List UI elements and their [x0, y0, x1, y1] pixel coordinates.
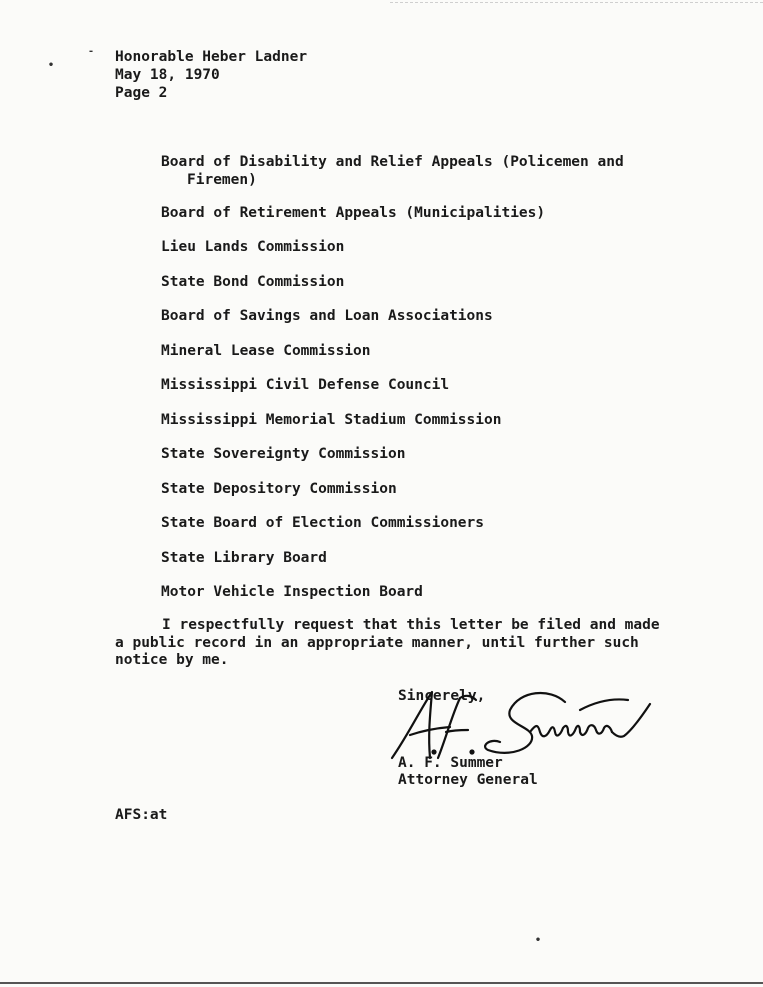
salutation: Sincerely, — [398, 688, 486, 704]
list-item: State Board of Election Commissioners — [161, 515, 485, 531]
list-item: State Bond Commission — [161, 274, 345, 290]
scan-mark: • — [48, 60, 55, 71]
signer-title: Attorney General — [398, 772, 538, 788]
list-item: State Library Board — [161, 550, 327, 566]
list-item: Mississippi Memorial Stadium Commission — [161, 412, 502, 428]
board-name: Board of Disability and Relief Appeals (Policemen and — [161, 154, 624, 170]
addressee-line: Honorable Heber Ladner — [115, 49, 308, 65]
letter-header — [115, 48, 307, 102]
paragraph-line: notice by me. — [115, 652, 229, 668]
bottom-rule — [0, 982, 763, 984]
list-item — [161, 153, 624, 189]
signer-name: A. F. Summer — [398, 755, 503, 771]
list-item: State Depository Commission — [161, 481, 397, 497]
list-item: Mississippi Civil Defense Council — [161, 377, 450, 393]
list-item: Board of Savings and Loan Associations — [161, 308, 493, 324]
page-number-line: Page 2 — [115, 85, 168, 101]
scan-mark: - — [88, 46, 95, 57]
signature-block — [398, 755, 538, 789]
list-item: Lieu Lands Commission — [161, 239, 345, 255]
paragraph-line: I respectfully request that this letter be filed and made — [162, 617, 660, 633]
top-dashed-rule — [390, 2, 763, 3]
request-paragraph — [115, 617, 695, 670]
list-item: State Sovereignty Commission — [161, 446, 406, 462]
list-item: Mineral Lease Commission — [161, 343, 371, 359]
scan-mark: • — [535, 935, 542, 946]
list-item: Motor Vehicle Inspection Board — [161, 584, 423, 600]
paragraph-line: a public record in an appropriate manner, until further such — [115, 634, 639, 651]
date-line: May 18, 1970 — [115, 67, 220, 83]
reference-initials: AFS:at — [115, 807, 168, 823]
list-item: Board of Retirement Appeals (Municipalities) — [161, 205, 546, 221]
board-name-continued: Firemen) — [187, 172, 257, 188]
